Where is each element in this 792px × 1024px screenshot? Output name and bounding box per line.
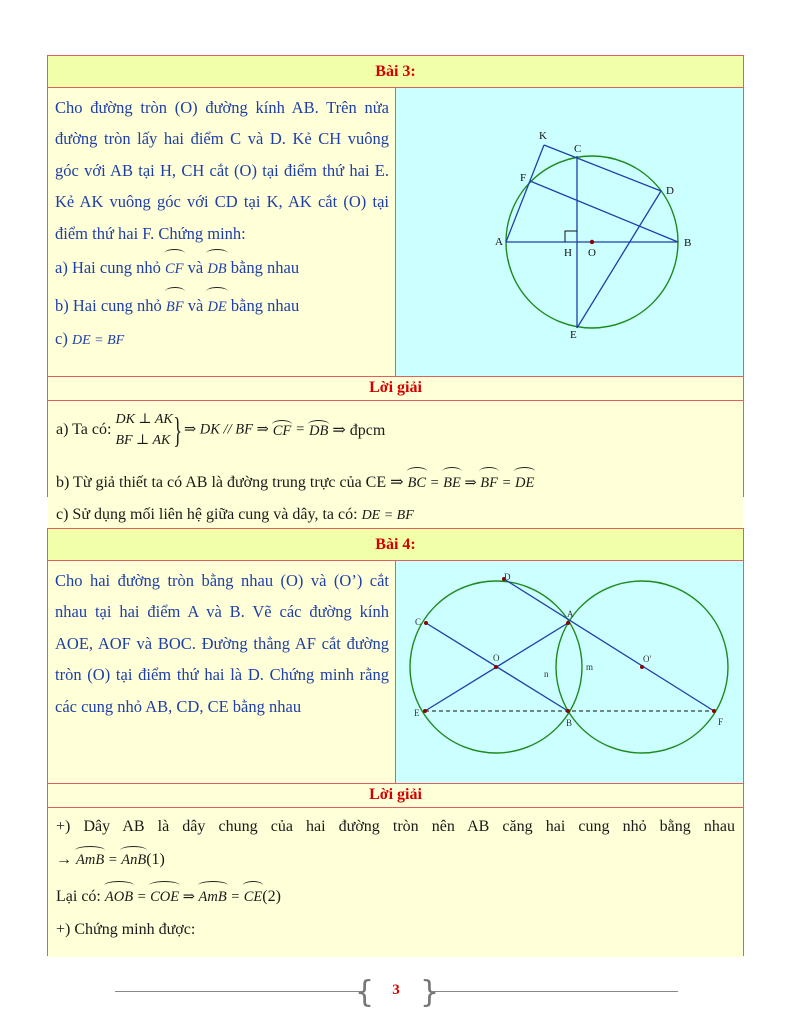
problem-3-item-b: b) Hai cung nhỏ BF và DE bằng nhau bbox=[55, 287, 389, 325]
problem-3-header: Bài 3: bbox=[48, 56, 743, 88]
solution-4-step2: Lại có: AOB = COE ⇒ AmB = CE(2) bbox=[56, 881, 743, 910]
label-f: F bbox=[520, 172, 527, 184]
solution-4-step3: +) Chứng minh được: bbox=[56, 921, 196, 938]
problem-4-block bbox=[47, 528, 744, 956]
page-number: 3 bbox=[392, 982, 400, 998]
segment-fb bbox=[530, 181, 678, 242]
label-o-prime: O' bbox=[643, 654, 652, 664]
footer-bracket-left: { bbox=[355, 975, 375, 1010]
label-d: D bbox=[504, 572, 511, 582]
problem-4-figure bbox=[396, 561, 743, 783]
right-angle-mark bbox=[565, 231, 577, 242]
segment-ak bbox=[506, 145, 544, 242]
circle-figure-3 bbox=[396, 88, 743, 375]
solution-4-step1: +) Dây AB là dây chung của hai đường tròn nên AB căng hai cung nhỏ bằng nhau bbox=[56, 818, 735, 835]
label-m: m bbox=[586, 662, 594, 672]
solution-3-b: b) Từ giả thiết ta có AB là đường trung trực của CE ⇒ BC = BE ⇒ BF = DE bbox=[56, 467, 743, 496]
label-a: A bbox=[567, 609, 574, 619]
two-circles-figure bbox=[396, 561, 743, 782]
footer-bracket-right: } bbox=[420, 975, 440, 1010]
solution-3-c: c) Sử dụng mối liên hệ giữa cung và dây, ta có: DE = BF bbox=[56, 506, 414, 523]
solution-header-3: Lời giải bbox=[48, 377, 743, 401]
problem-4-statement bbox=[48, 561, 396, 783]
label-o: O bbox=[493, 653, 500, 663]
problem-3-figure bbox=[396, 88, 743, 376]
label-h: H bbox=[564, 247, 572, 259]
label-c: C bbox=[574, 143, 582, 155]
problem-3-block bbox=[47, 55, 744, 523]
label-a: A bbox=[495, 236, 503, 248]
label-e: E bbox=[414, 708, 420, 718]
solution-4-eq1: → AmB = AnB(1) bbox=[56, 846, 743, 871]
problem-4-solution bbox=[48, 784, 743, 957]
label-o: O bbox=[588, 247, 596, 259]
solution-header-4: Lời giải bbox=[48, 784, 743, 808]
label-f: F bbox=[718, 717, 724, 727]
label-c: C bbox=[415, 617, 422, 627]
label-b: B bbox=[566, 718, 573, 728]
segment-kd bbox=[544, 145, 661, 191]
label-n: n bbox=[544, 669, 549, 679]
problem-3-statement bbox=[48, 88, 396, 376]
label-d: D bbox=[666, 185, 674, 197]
problem-4-header: Bài 4: bbox=[48, 529, 743, 561]
label-b: B bbox=[684, 237, 692, 249]
label-k: K bbox=[539, 130, 547, 142]
footer-rule-right bbox=[430, 991, 678, 992]
label-e: E bbox=[570, 329, 577, 341]
problem-4-text: Cho hai đường tròn bằng nhau (O) và (O’) cắt nhau tại hai điểm A và B. Vẽ các đường kính AOE, AOF và BOC. Đường thẳng AF cắt đường tròn (O) tại điểm thứ hai là D. Chứng minh rằng các cung nhỏ AB, CD, CE bằng nhau bbox=[55, 571, 390, 716]
footer-rule-left bbox=[115, 991, 363, 992]
problem-3-item-a: a) Hai cung nhỏ CF và DB bằng nhau bbox=[55, 249, 389, 287]
problem-3-text: Cho đường tròn (O) đường kính AB. Trên nửa đường tròn lấy hai điểm C và D. Kẻ CH vuông góc với AB tại H, CH cắt (O) tại điểm thứ hai E. Kẻ AK vuông góc với CD tại K, AK cắt (O) tại điểm thứ hai F. Chứng minh: bbox=[55, 98, 390, 243]
problem-3-item-c: c) DE = BF bbox=[55, 329, 125, 349]
solution-3-a: a) Ta có: DK ⊥ AK BF ⊥ AK } ⇒ DK // BF ⇒ CF = DB ⇒ đpcm bbox=[56, 410, 386, 450]
center-o-dot bbox=[590, 240, 594, 244]
problem-3-solution bbox=[48, 377, 743, 529]
